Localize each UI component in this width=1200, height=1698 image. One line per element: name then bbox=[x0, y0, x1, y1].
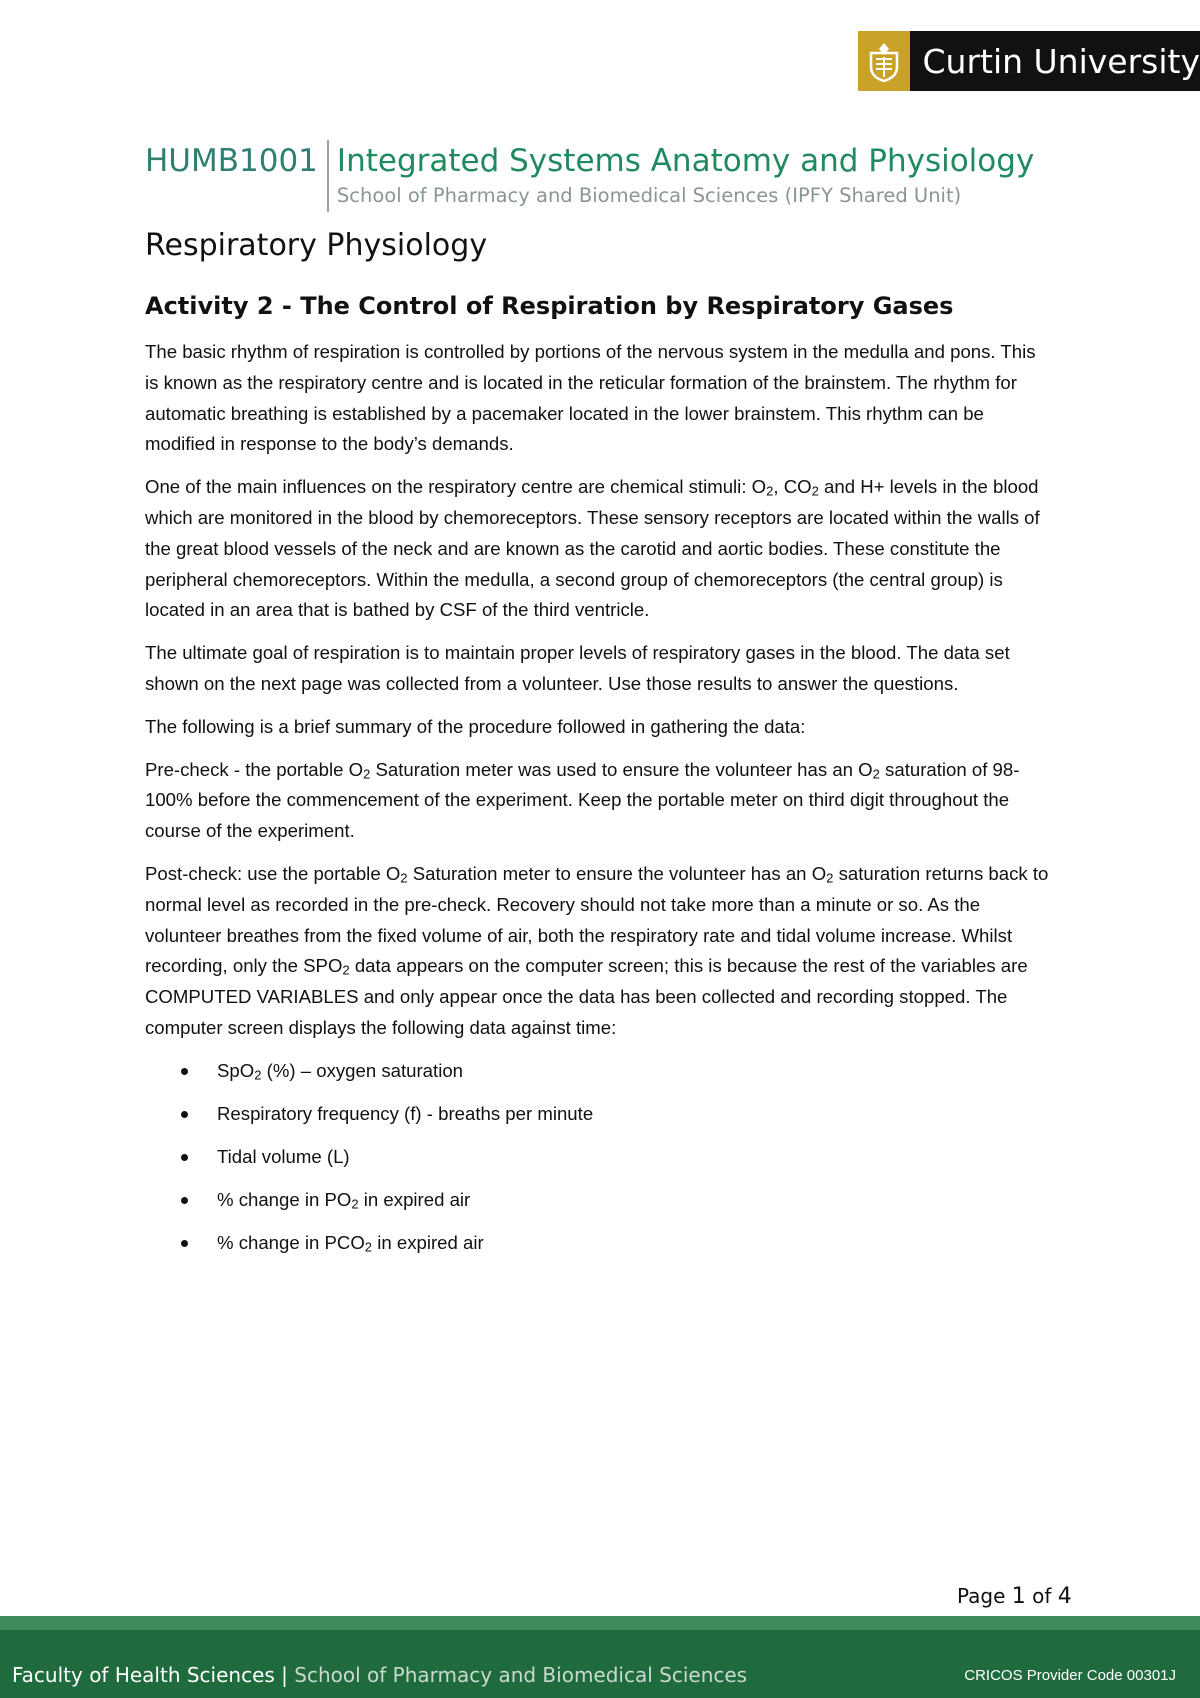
unit-code: HUMB1001 bbox=[145, 143, 318, 179]
list-item: Tidal volume (L) bbox=[145, 1142, 1050, 1172]
page-number: Page 1 of 4 bbox=[957, 1584, 1072, 1609]
bullet-icon bbox=[181, 1068, 188, 1075]
list-item: Respiratory frequency (f) - breaths per minute bbox=[145, 1099, 1050, 1129]
curtin-logo bbox=[858, 31, 1200, 91]
crest-icon bbox=[858, 31, 910, 91]
paragraph-procedure-intro: The following is a brief summary of the procedure followed in gathering the data: bbox=[145, 715, 806, 737]
paragraph-intro: The basic rhythm of respiration is controlled by portions of the nervous system in the medulla and pons. This is known as the respiratory centre and is located in the reticular formation of the brainstem. The rhythm for automatic breathing is established by a pacemaker located in the lower brainstem. This rhythm can be modified in response to the body’s demands. bbox=[145, 341, 1036, 455]
document-title: Respiratory Physiology bbox=[145, 228, 488, 263]
footer-faculty: Faculty of Health Sciences | School of Pharmacy and Biomedical Sciences bbox=[12, 1663, 748, 1687]
unit-title: Integrated Systems Anatomy and Physiology bbox=[336, 143, 1035, 179]
logo-wordmark: Curtin University bbox=[922, 41, 1200, 81]
unit-header bbox=[145, 140, 1034, 212]
bullet-icon bbox=[181, 1154, 188, 1161]
footer bbox=[0, 1630, 1200, 1698]
paragraph-chemical-stimuli: One of the main influences on the respiratory centre are chemical stimuli: $O_2$, $CO_2$ and H+ levels in the blood which are monitored in the blood by chemoreceptors. These sensory receptors are located within the walls of the great blood vessels of the neck and are known as the carotid and aortic bodies. These constitute the peripheral chemoreceptors. Within the medulla, a second group of chemoreceptors (the central group) is located in an area that is bathed by CSF of the third ventricle. bbox=[145, 476, 1040, 621]
paragraph-post-check: Post-check: use the portable $O_2$ Saturation meter to ensure the volunteer has an $O_2$ saturation returns back to normal level as recorded in the pre-check. Recovery should not take more than a minute or so. As the volunteer breathes from the fixed volume of air, both the respiratory rate and tidal volume increase. Whilst recording, only the $SPO_2$ data appears on the computer screen; this is because the rest of the variables are COMPUTED VARIABLES and only appear once the data has been collected and recording stopped. The computer screen displays the following data against time: bbox=[145, 862, 1049, 1038]
bullet-icon bbox=[181, 1111, 188, 1118]
list-item: % change in $PO_2$ in expired air bbox=[145, 1185, 1050, 1215]
unit-school: School of Pharmacy and Biomedical Sciences (IPFY Shared Unit) bbox=[336, 184, 962, 207]
footer-cricos: CRICOS Provider Code 00301J bbox=[964, 1667, 1176, 1684]
document-body bbox=[145, 222, 1050, 1271]
variable-list bbox=[145, 1056, 1050, 1258]
bullet-icon bbox=[181, 1197, 188, 1204]
unit-title-block bbox=[327, 140, 1034, 212]
activity-heading: Activity 2 - The Control of Respiration by Respiratory Gases bbox=[145, 292, 954, 320]
bullet-icon bbox=[181, 1240, 188, 1247]
list-item: SpO$_2$ (%) – oxygen saturation bbox=[145, 1056, 1050, 1086]
paragraph-goal: The ultimate goal of respiration is to maintain proper levels of respiratory gases in the blood. The data set shown on the next page was collected from a volunteer. Use those results to answer the questions. bbox=[145, 642, 1010, 694]
list-item: % change in $PCO_2$ in expired air bbox=[145, 1228, 1050, 1258]
footer-stripe bbox=[0, 1616, 1200, 1630]
paragraph-pre-check: Pre-check - the portable $O_2$ Saturation meter was used to ensure the volunteer has an $O_2$ saturation of 98-100% before the commencement of the experiment. Keep the portable meter on third digit throughout the course of the experiment. bbox=[145, 758, 1020, 842]
